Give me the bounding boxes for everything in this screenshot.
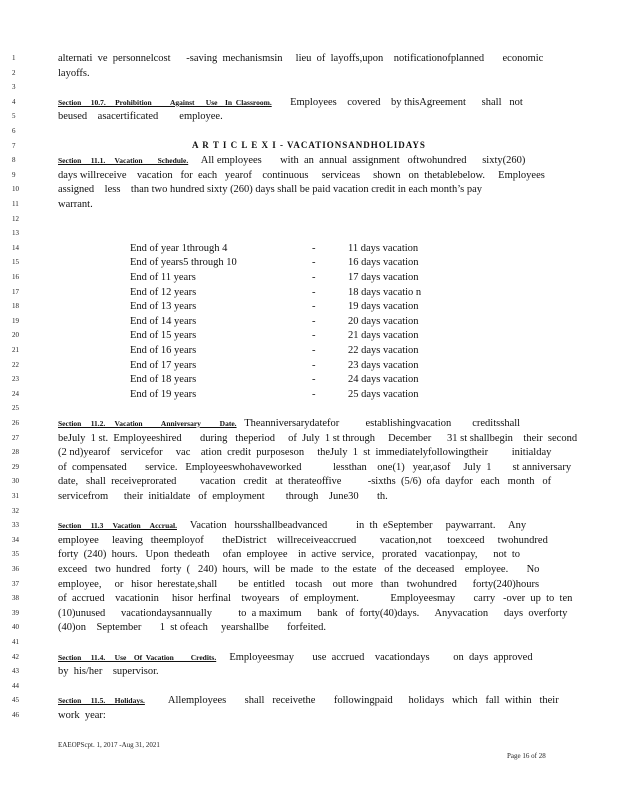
document-line (0, 446, 618, 461)
line-text (58, 475, 551, 489)
vacation-table-row (0, 271, 618, 286)
dash-separator: - (312, 257, 316, 269)
line-number: 44 (12, 681, 19, 690)
body-text: (10)unused vacationdaysannually to a maximum bank of forty(40)days. Anyvacation days overforty (58, 607, 568, 619)
document-line (0, 402, 618, 417)
body-text: warrant. (58, 199, 93, 210)
service-years-cell: End of 16 years (130, 345, 197, 356)
line-number: 31 (12, 492, 19, 500)
line-number: 15 (12, 258, 19, 267)
document-line (0, 607, 618, 622)
line-number: 24 (12, 389, 19, 398)
line-text (58, 198, 93, 212)
document-line (0, 519, 618, 534)
line-text (58, 67, 90, 81)
service-years-cell: End of years5 through 10 (130, 257, 237, 269)
line-text (58, 432, 577, 446)
body-text: alternati ve personnelcost -saving mechanismsin lieu of layoffs,upon notificationofplanned economic (58, 53, 544, 64)
document-line (0, 52, 618, 67)
dash-separator: - (312, 272, 316, 283)
service-years-cell: End of 15 years (130, 330, 197, 342)
body-text: layoffs. (58, 67, 90, 79)
line-text (58, 709, 106, 723)
vacation-table-row (0, 388, 618, 403)
body-text: All employees with an annual assignment oftwohundred sixty(260) (188, 155, 526, 167)
vacation-days-cell: 24 days vacation (348, 374, 419, 386)
service-years-cell: End of 12 years (130, 286, 197, 298)
line-text (58, 563, 539, 577)
vacation-table-row (0, 344, 618, 359)
line-number: 38 (12, 594, 19, 603)
document-line (0, 67, 618, 82)
document-line (0, 490, 618, 505)
line-number: 13 (12, 229, 19, 238)
line-number: 46 (12, 711, 19, 719)
line-text (58, 154, 525, 168)
line-text (58, 461, 571, 475)
vacation-table-row (0, 373, 618, 388)
document-line (0, 592, 618, 607)
vacation-days-cell: 21 days vacation (348, 330, 419, 342)
body-text: exceed two hundred forty ( 240) hours, will be made to the estate of the deceased employee. No (58, 564, 540, 575)
dash-separator: - (312, 242, 316, 254)
document-line (0, 680, 618, 695)
section-heading: Section 11.1. Vacation Schedule. (58, 156, 189, 166)
line-text (58, 607, 567, 621)
line-number: 43 (12, 667, 19, 676)
line-text (58, 592, 572, 606)
line-number: 37 (12, 579, 19, 588)
service-years-cell: End of 14 years (130, 315, 197, 327)
line-number: 29 (12, 462, 19, 471)
line-text (58, 534, 548, 548)
dash-separator: - (312, 315, 316, 327)
line-number: 4 (12, 97, 16, 106)
document-line (0, 665, 618, 680)
dash-separator: - (312, 388, 316, 400)
body-text: assigned less than two hundred sixty (260) days shall be paid vacation credit in each month’s pay (58, 184, 482, 196)
vacation-days-cell: 11 days vacation (348, 242, 419, 254)
body-text: employee, or hisor herestate,shall be entitled tocash out more than twohundred forty(240)hours (58, 578, 540, 590)
service-years-cell: End of 11 years (130, 272, 196, 283)
document-line (0, 125, 618, 140)
line-number: 6 (12, 127, 16, 135)
line-number: 5 (12, 112, 16, 121)
line-number: 36 (12, 565, 19, 573)
document-line (0, 461, 618, 476)
vacation-days-cell: 16 days vacation (348, 257, 419, 269)
vacation-table-row (0, 359, 618, 374)
line-text (58, 110, 223, 124)
line-text (58, 52, 543, 66)
document-line (0, 169, 618, 184)
section-heading: Section 10.7. Prohibition Against Use In Classroom. (58, 97, 272, 107)
body-text: (2 nd)yearof servicefor vac ation credit purposeson theJuly 1 st immediatelyfollowingtheir initialday (58, 447, 552, 459)
line-number: 41 (12, 638, 19, 646)
document-line (0, 140, 618, 155)
line-number: 19 (12, 316, 19, 325)
line-number: 14 (12, 243, 19, 252)
section-heading: Section 11.4. Use Of Vacation Credits. (58, 652, 217, 662)
body-text: (40)on September 1 st ofeach yearshallbe forfeited. (58, 622, 326, 634)
document-line (0, 432, 618, 447)
dash-separator: - (312, 330, 316, 342)
service-years-cell: End of 18 years (130, 374, 197, 386)
section-heading: Section 11.2. Vacation Anniversary Date. (58, 419, 237, 428)
service-years-cell: End of year 1through 4 (130, 242, 228, 254)
dash-separator: - (312, 359, 316, 371)
document-line (0, 651, 618, 666)
line-number: 40 (12, 623, 19, 632)
line-number: 8 (12, 156, 16, 165)
line-number: 45 (12, 696, 19, 705)
line-text (58, 651, 533, 665)
line-number: 2 (12, 68, 16, 77)
line-number: 20 (12, 331, 19, 340)
line-number: 32 (12, 506, 19, 515)
line-text (58, 96, 523, 110)
dash-separator: - (312, 301, 316, 313)
line-text (58, 665, 159, 679)
vacation-days-cell: 20 days vacation (348, 315, 419, 327)
vacation-days-cell: 25 days vacation (348, 388, 419, 400)
document-line (0, 548, 618, 563)
document-line (0, 636, 618, 651)
line-text (58, 490, 388, 504)
line-number: 3 (12, 83, 16, 92)
document-line (0, 475, 618, 490)
dash-separator: - (312, 345, 316, 356)
line-text (58, 578, 539, 592)
vacation-table-row (0, 242, 618, 257)
article-title: A R T I C L E X I - VACATIONSANDHOLIDAYS (192, 139, 426, 150)
vacation-table-row (0, 300, 618, 315)
line-number: 39 (12, 608, 19, 617)
body-text: of accrued vacationin hisor herfinal twoyears of employment. Employeesmay carry -over up to ten (58, 593, 573, 605)
line-number: 25 (12, 404, 19, 413)
body-text: Employeesmay use accrued vacationdays on days approved (216, 651, 533, 663)
document-line (0, 621, 618, 636)
body-text: Employees covered by thisAgreement shall not (271, 96, 523, 108)
document-line (0, 213, 618, 228)
document-line (0, 110, 618, 125)
body-text: beJuly 1 st. Employeeshired during theperiod of July 1 st through December 31 st shallbegin their second (58, 432, 578, 444)
line-text (58, 548, 520, 562)
line-text (58, 694, 559, 708)
document-line (0, 563, 618, 578)
body-text: servicefrom their initialdate of employment through June30 th. (58, 491, 388, 502)
line-number: 12 (12, 214, 19, 223)
line-text (58, 446, 551, 460)
service-years-cell: End of 19 years (130, 388, 197, 400)
line-text (58, 183, 482, 197)
line-text (58, 621, 326, 635)
line-number: 33 (12, 521, 19, 530)
vacation-days-cell: 22 days vacation (348, 345, 419, 356)
document-line (0, 694, 618, 709)
line-number: 21 (12, 346, 19, 354)
line-number: 16 (12, 273, 19, 281)
line-number: 7 (12, 141, 16, 150)
line-number: 35 (12, 550, 19, 559)
section-heading: Section 11.3 Vacation Accrual. (58, 521, 177, 531)
body-text: forty (240) hours. Upon thedeath ofan employee in active service, prorated vacationpay, not to (58, 549, 521, 561)
document-line (0, 154, 618, 169)
line-number: 17 (12, 287, 19, 296)
vacation-table-row (0, 329, 618, 344)
body-text: days willreceive vacation for each yearof continuous serviceas shown on thetablebelow. Employees (58, 169, 545, 181)
footer-date-range: EAEOPScpt. 1, 2017 -Aug 31, 2021 (58, 741, 160, 749)
document-line (0, 96, 618, 111)
service-years-cell: End of 17 years (130, 359, 197, 371)
vacation-days-cell: 17 days vacation (348, 272, 419, 283)
line-number: 42 (12, 652, 19, 661)
line-number: 30 (12, 477, 19, 486)
document-line (0, 534, 618, 549)
line-number: 27 (12, 433, 19, 442)
line-number: 28 (12, 448, 19, 457)
vacation-table-row (0, 315, 618, 330)
body-text: work year: (58, 710, 106, 721)
line-number: 10 (12, 185, 19, 194)
document-line (0, 505, 618, 520)
line-number: 18 (12, 302, 19, 311)
line-text (58, 417, 520, 431)
document-line (0, 709, 618, 724)
body-text: Allemployees shall receivethe followingpaid holidays which fall within their (144, 695, 559, 707)
line-number: 9 (12, 170, 16, 179)
service-years-cell: End of 13 years (130, 301, 197, 313)
line-number: 22 (12, 360, 19, 369)
body-text: by his/her supervisor. (58, 666, 159, 678)
vacation-days-cell: 18 days vacatio n (348, 286, 422, 298)
body-text: of compensated service. Employeeswhohaveworked lessthan one(1) year,asof July 1 st anniversary (58, 461, 572, 473)
line-number: 23 (12, 375, 19, 384)
line-text (58, 519, 526, 533)
dash-separator: - (312, 286, 316, 298)
document-line (0, 578, 618, 593)
line-number: 1 (12, 54, 16, 62)
vacation-days-cell: 19 days vacation (348, 301, 419, 313)
line-number: 11 (12, 200, 19, 208)
section-heading: Section 11.5. Holidays. (58, 696, 145, 706)
line-number: 34 (12, 535, 19, 544)
dash-separator: - (312, 374, 316, 386)
body-text: employee leaving theemployof theDistrict willreceiveaccrued vacation,not toexceed twohundred (58, 534, 548, 546)
document-line (0, 183, 618, 198)
document-line (0, 198, 618, 213)
vacation-table-row (0, 286, 618, 301)
body-text: Theanniversarydatefor establishingvacation creditsshall (236, 418, 521, 429)
line-number: 26 (12, 419, 19, 427)
body-text: date, shall receiveprorated vacation credit at therateoffive -sixths (5/6) ofa dayfor each month of (58, 476, 552, 488)
body-text: Vacation hoursshallbeadvanced in th eSeptember paywarrant. Any (176, 520, 527, 532)
vacation-table-row (0, 256, 618, 271)
line-text (58, 169, 545, 183)
document-line (0, 81, 618, 96)
document-line (0, 417, 618, 432)
body-text: beused asacertificated employee. (58, 111, 223, 123)
vacation-days-cell: 23 days vacation (348, 359, 419, 371)
document-line (0, 227, 618, 242)
page-number: Page 16 of 28 (507, 752, 546, 760)
